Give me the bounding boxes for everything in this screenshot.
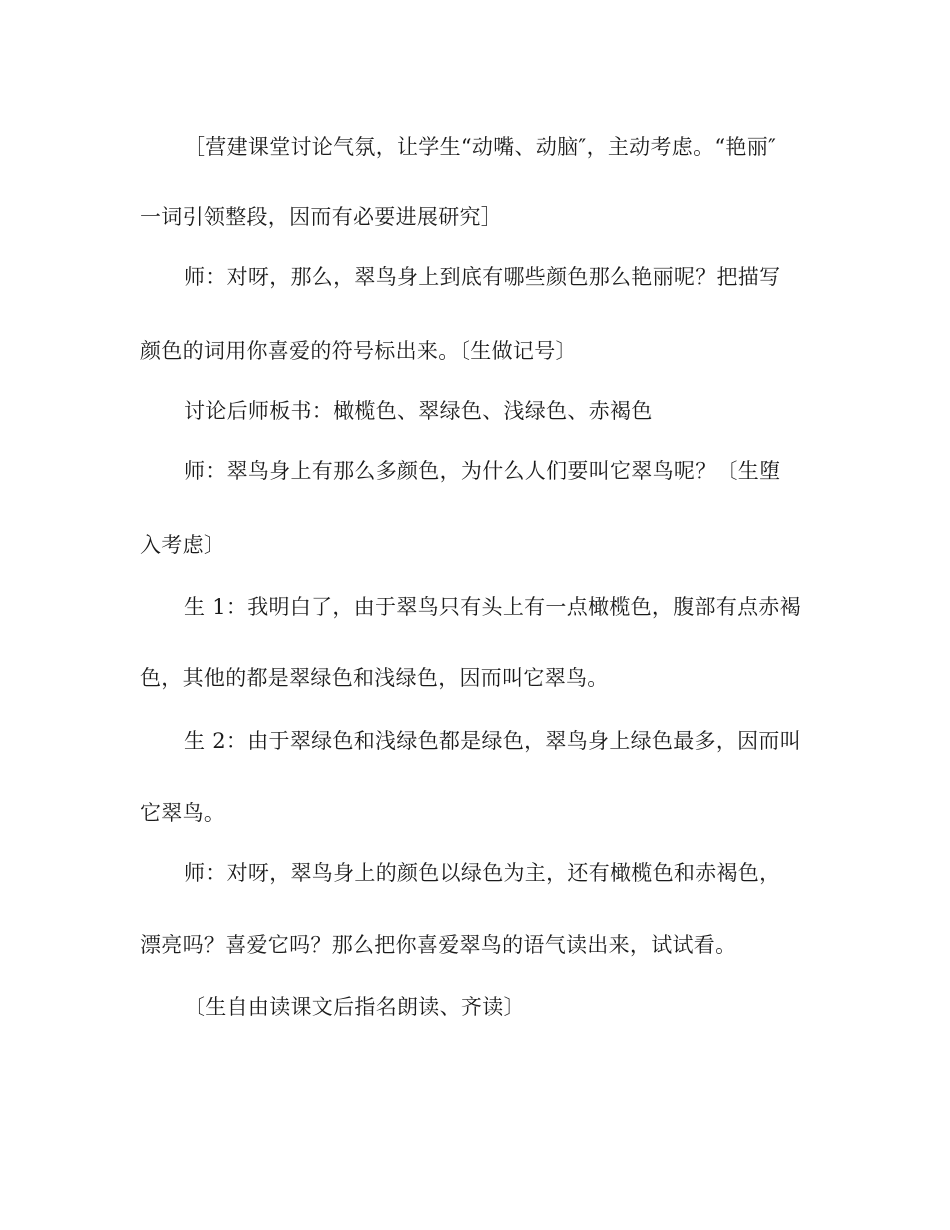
paragraph-line: 生 2：由于翠绿色和浅绿色都是绿色，翠鸟身上绿色最多，因而叫: [184, 729, 802, 753]
paragraph-line: 颜色的词用你喜爱的符号标出来。〔生做记号〕: [140, 339, 577, 363]
paragraph-line: 师：对呀，翠鸟身上的颜色以绿色为主，还有橄榄色和赤褐色，: [184, 861, 781, 885]
paragraph-line: ［营建课堂讨论气氛，让学生“动嘴、动脑″，主动考虑。“艳丽″: [184, 135, 777, 159]
paragraph-line: 它翠鸟。: [140, 801, 226, 825]
paragraph-line: 漂亮吗？喜爱它吗？那么把你喜爱翠鸟的语气读出来，试试看。: [140, 933, 737, 957]
paragraph-line: 师：翠鸟身上有那么多颜色，为什么人们要叫它翠鸟呢？〔生堕: [184, 459, 781, 483]
paragraph-line: 色，其他的都是翠绿色和浅绿色，因而叫它翠鸟。: [140, 666, 609, 690]
paragraph-line: 讨论后师板书：橄榄色、翠绿色、浅绿色、赤褐色: [184, 399, 653, 423]
paragraph-line: 生 1：我明白了，由于翠鸟只有头上有一点橄榄色，腹部有点赤褐: [184, 595, 802, 619]
paragraph-line: 入考虑〕: [140, 533, 226, 557]
paragraph-line: 〔生自由读课文后指名朗读、齐读〕: [184, 995, 525, 1019]
paragraph-line: 师：对呀，那么，翠鸟身上到底有哪些颜色那么艳丽呢？把描写: [184, 265, 781, 289]
paragraph-line: 一词引领整段，因而有必要进展研究］: [140, 205, 503, 229]
